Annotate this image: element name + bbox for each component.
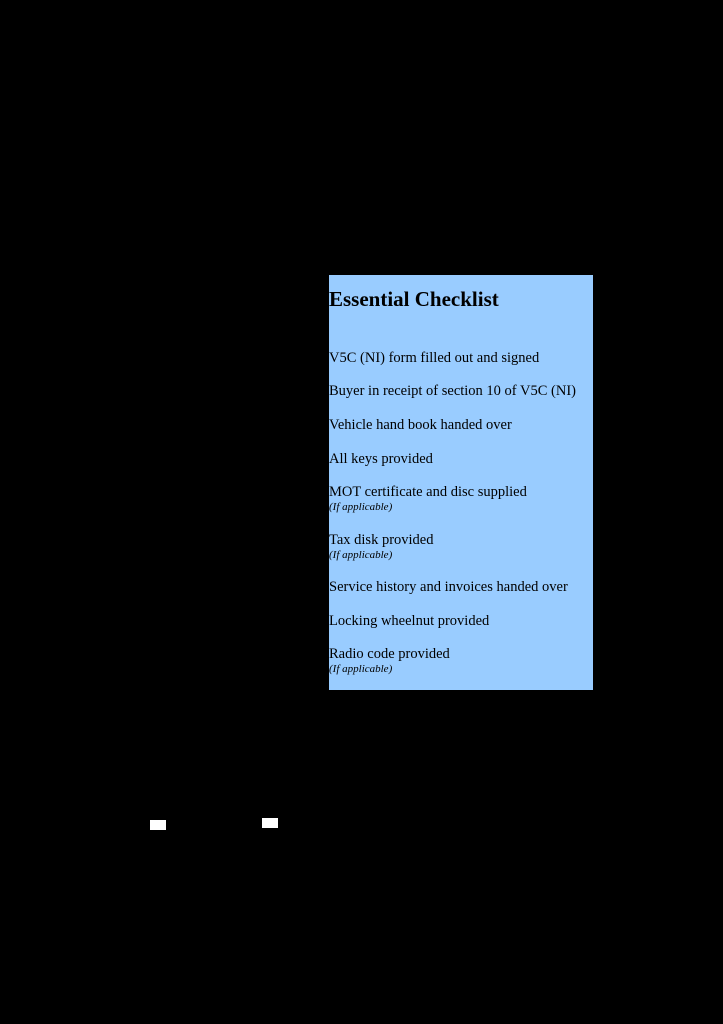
- checklist-item: [329, 452, 433, 467]
- checklist-item: [329, 647, 450, 675]
- checklist-item-note: (If applicable): [329, 662, 393, 675]
- checklist-item: [329, 614, 489, 629]
- checklist-item-label: Locking wheelnut provided: [329, 613, 490, 629]
- checklist-item: [329, 351, 539, 366]
- checklist-item-label: Tax disk provided: [329, 532, 434, 548]
- checklist-item: [329, 485, 527, 513]
- checklist-item-label: Service history and invoices handed over: [329, 579, 568, 595]
- checklist-item-note: (If applicable): [329, 548, 393, 561]
- white-mark-left: [150, 820, 166, 830]
- essential-checklist-panel: [329, 275, 593, 690]
- white-mark-right: [262, 818, 278, 828]
- checklist-item-label: Vehicle hand book handed over: [329, 417, 512, 433]
- checklist-item-label: V5C (NI) form filled out and signed: [329, 350, 540, 366]
- checklist-item-label: All keys provided: [329, 451, 433, 467]
- checklist-item: [329, 580, 568, 595]
- checklist-item-label: MOT certificate and disc supplied: [329, 484, 527, 500]
- checklist-item-label: Buyer in receipt of section 10 of V5C (NI): [329, 383, 576, 399]
- checklist-title: Essential Checklist: [329, 287, 499, 311]
- checklist-item: [329, 384, 576, 399]
- checklist-item: [329, 418, 512, 433]
- checklist-item-label: Radio code provided: [329, 646, 450, 662]
- checklist-item: [329, 533, 434, 561]
- checklist-item-note: (If applicable): [329, 500, 393, 513]
